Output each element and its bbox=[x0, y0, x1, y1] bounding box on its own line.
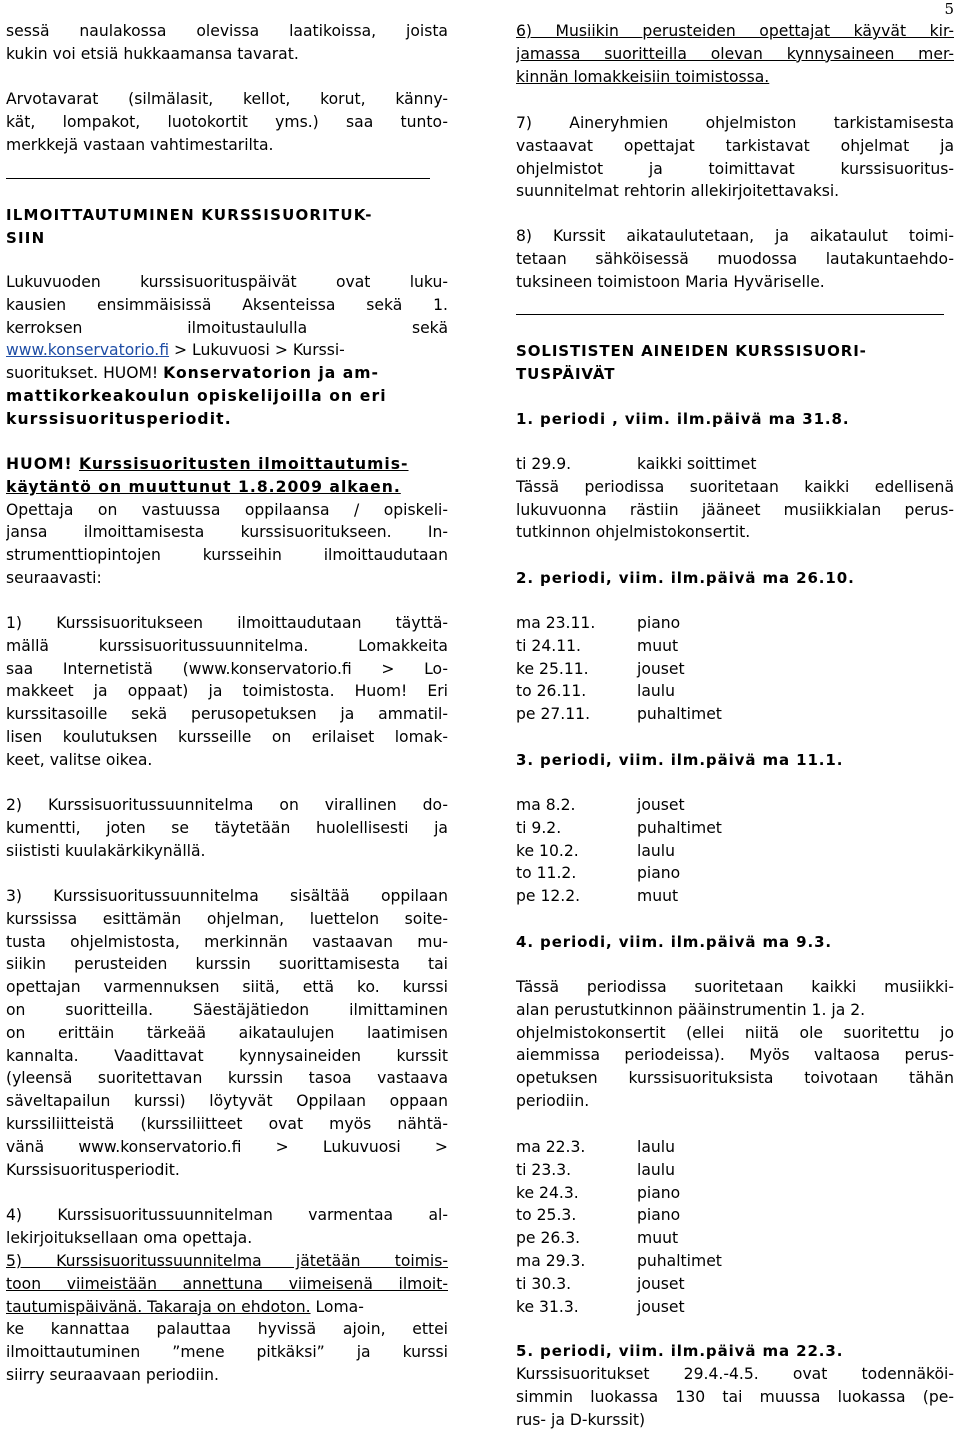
text-line: aiemmissa periodeissa). Myös valtaosa perus- bbox=[516, 1046, 954, 1065]
text-line: Kurssisuoritukset 29.4.-4.5. ovat todennäköi- bbox=[516, 1365, 954, 1383]
text-line: kannalta. Vaadittavat kynnysaineiden kurssit bbox=[6, 1046, 448, 1065]
text-line: rus- ja D-kurssit) bbox=[516, 1410, 646, 1429]
schedule-row: ke 10.2. laulu bbox=[516, 841, 675, 860]
heading-line: SOLISTISTEN AINEIDEN KURSSISUORI- bbox=[516, 342, 867, 360]
step-1 bbox=[6, 612, 448, 772]
schedule-row: to 26.11. laulu bbox=[516, 682, 675, 701]
schedule-row: ti 24.11. muut bbox=[516, 636, 679, 655]
schedule-row: ti 30.3. jouset bbox=[516, 1274, 685, 1293]
text-line: ohjelmistokonsertit (ellei niitä ole suoritettu jo bbox=[516, 1023, 954, 1042]
section-divider bbox=[6, 178, 430, 179]
text-line: tusta ohjelmistosta, merkinnän vastaavan mu- bbox=[6, 932, 448, 951]
text-line: 5) Kurssisuoritussuunnitelma jätetään toimis- bbox=[6, 1252, 448, 1270]
text-line: kurssiliitteistä (kurssiliitteet ovat myös nähtä- bbox=[6, 1114, 448, 1133]
period-5-text bbox=[516, 1363, 954, 1431]
period-4-text bbox=[516, 976, 954, 1113]
text-line: on suoritteilla. Säestäjätiedon ilmittaminen bbox=[6, 1000, 448, 1019]
text-line: lekirjoituksellaan oma opettaja. bbox=[6, 1228, 253, 1247]
text-line: Arvotavarat (silmälasit, kellot, korut, känny- bbox=[6, 90, 448, 108]
schedule-row: ke 31.3. jouset bbox=[516, 1297, 685, 1316]
text-line: jansa ilmoittamisesta kurssisuoritukseen. In- bbox=[6, 523, 448, 542]
text-line: kerroksen ilmoitustaululla sekä bbox=[6, 318, 448, 337]
text-line: siirry seuraavaan periodiin. bbox=[6, 1365, 220, 1384]
text-line: periodiin. bbox=[516, 1091, 590, 1110]
text-line: mattikorkeakoulun opiskelijoilla on eri bbox=[6, 386, 387, 405]
intro-paragraph bbox=[6, 20, 448, 66]
period-3-heading: 3. periodi, viim. ilm.päivä ma 11.1. bbox=[516, 751, 844, 769]
section-divider bbox=[516, 314, 944, 315]
text-line: saa Internetistä (www.konservatorio.fi > Lo- bbox=[6, 659, 448, 678]
schedule-row: ke 24.3. piano bbox=[516, 1183, 681, 1202]
step-3 bbox=[6, 885, 448, 1181]
text-line: vastaavat opettajat tarkistavat ohjelmat ja bbox=[516, 136, 954, 155]
period-1-block bbox=[516, 453, 954, 544]
text-line: 7) Aineryhmien ohjelmiston tarkistamisesta bbox=[516, 114, 954, 132]
text-line: Tässä periodissa suoritetaan kaikki musiikki- bbox=[516, 978, 954, 996]
text-line: siikin perusteiden kurssin suorittamisesta tai bbox=[6, 955, 448, 974]
text-line: kurssisuoritusperiodit. bbox=[6, 409, 232, 428]
schedule-row: pe 26.3. muut bbox=[516, 1229, 679, 1248]
step-4 bbox=[6, 1204, 448, 1250]
schedule-row: ti 23.3. laulu bbox=[516, 1160, 675, 1179]
step-8 bbox=[516, 225, 954, 293]
text-line: alan perustutkinnon pääinstrumentin 1. ja 2. bbox=[516, 1000, 866, 1019]
text-line: keet, valitse oikea. bbox=[6, 750, 153, 769]
registration-heading bbox=[6, 204, 448, 250]
period-2-heading: 2. periodi, viim. ilm.päivä ma 26.10. bbox=[516, 569, 855, 587]
text-line: tuksineen toimistoon Maria Hyväriselle. bbox=[516, 272, 825, 291]
registration-paragraph bbox=[6, 271, 448, 431]
schedule-row: to 11.2. piano bbox=[516, 864, 681, 883]
text-line: käytäntö on muuttunut 1.8.2009 alkaen. bbox=[6, 477, 401, 496]
text-line: suunnitelmat rehtorin allekirjoitettavaksi. bbox=[516, 182, 840, 201]
text-line: lisen koulutuksen kursseille on erilaiset lomak- bbox=[6, 727, 448, 746]
text-line: strumenttiopintojen kursseihin ilmoittaudutaan bbox=[6, 546, 448, 565]
text-line: opetuksen kurssisuorituksista toivotaan tähän bbox=[516, 1069, 954, 1088]
text-line: seuraavasti: bbox=[6, 568, 102, 587]
step-6 bbox=[516, 20, 954, 88]
text-line: kurssissa esittämän ohjelman, luettelon soite- bbox=[6, 909, 448, 928]
period-3-schedule bbox=[516, 794, 954, 908]
schedule-row: pe 12.2. muut bbox=[516, 887, 679, 906]
text-line: 8) Kurssit aikataulutetaan, ja aikataulut toimi- bbox=[516, 227, 954, 245]
text-line: 4) Kurssisuoritussuunnitelman varmentaa al- bbox=[6, 1206, 448, 1224]
text-line: jamassa suoritteilla olevan kynnysaineen mer- bbox=[516, 44, 954, 63]
text-line: tetaan sähköisessä muodossa lautakuntaehdo- bbox=[516, 249, 954, 268]
text-line: kät, lompakot, luotokortit yms.) saa tunto- bbox=[6, 112, 448, 131]
text-line: siististi kuulakärkikynällä. bbox=[6, 841, 206, 860]
text-line: Lukuvuoden kurssisuorituspäivät ovat luku- bbox=[6, 273, 448, 291]
schedule-row: to 25.3. piano bbox=[516, 1206, 681, 1225]
schedule-row: ma 23.11. piano bbox=[516, 614, 681, 632]
text-line: sessä naulakossa olevissa laatikoissa, joista bbox=[6, 22, 448, 40]
heading-line: SIIN bbox=[6, 228, 46, 247]
step-5 bbox=[6, 1250, 448, 1387]
period-4-heading: 4. periodi, viim. ilm.päivä ma 9.3. bbox=[516, 933, 833, 951]
notice-paragraph bbox=[6, 453, 448, 590]
text-line: 3) Kurssisuoritussuunnitelma sisältää oppilaan bbox=[6, 887, 448, 905]
text-line: merkkejä vastaan vahtimestarilta. bbox=[6, 135, 274, 154]
schedule-row: ti 29.9. kaikki soittimet bbox=[516, 455, 757, 473]
period-4-schedule bbox=[516, 1136, 954, 1318]
step-7 bbox=[516, 112, 954, 203]
heading-line: ILMOITTAUTUMINEN KURSSISUORITUK- bbox=[6, 206, 373, 224]
text-line: lukuvuonna rästiin jääneet musiikkialan perus- bbox=[516, 500, 954, 519]
schedule-row: ma 8.2. jouset bbox=[516, 796, 685, 814]
text-line: simmin luokassa 130 tai muussa luokassa (pe- bbox=[516, 1387, 954, 1406]
website-link[interactable]: www.konservatorio.fi bbox=[6, 341, 170, 360]
schedule-heading bbox=[516, 340, 954, 386]
text-line: on erittäin tärkeää aikataulujen laatimisen bbox=[6, 1023, 448, 1042]
text-line: mällä kurssisuoritussuunnitelma. Lomakkeita bbox=[6, 636, 448, 655]
text-line: tautumispäivänä. Takaraja on ehdoton. Loma- bbox=[6, 1297, 364, 1316]
text-line: vänä www.konservatorio.fi > Lukuvuosi > bbox=[6, 1137, 448, 1156]
heading-line: TUSPÄIVÄT bbox=[516, 364, 616, 383]
text-line: www.konservatorio.fi > Lukuvuosi > Kurssi- bbox=[6, 341, 345, 360]
text-line: opettajan varmennuksen siitä, että ko. kurssi bbox=[6, 978, 448, 997]
schedule-row: pe 27.11. puhaltimet bbox=[516, 705, 722, 724]
text-line: makkeet ja oppaat) ja toimistosta. Huom! Eri bbox=[6, 682, 448, 701]
text-line: HUOM! Kurssisuoritusten ilmoittautumis- bbox=[6, 455, 409, 473]
schedule-row: ma 29.3. puhaltimet bbox=[516, 1251, 722, 1270]
schedule-row: ma 22.3. laulu bbox=[516, 1138, 675, 1156]
text-line: suoritukset. HUOM! Konservatorion ja am- bbox=[6, 364, 379, 383]
text-line: ke kannattaa palauttaa hyvissä ajoin, ettei bbox=[6, 1320, 448, 1339]
text-line: kurssitasoille sekä perusopetuksen ja ammatil- bbox=[6, 705, 448, 724]
text-line: Opettaja on vastuussa oppilaansa / opiskeli- bbox=[6, 500, 448, 519]
text-line: ilmoittautuminen ”mene pitkäksi” ja kurssi bbox=[6, 1343, 448, 1362]
text-line: 2) Kurssisuoritussuunnitelma on virallinen do- bbox=[6, 796, 448, 814]
text-line: (yleensä suoritettavan kurssin tasoa vastaava bbox=[6, 1069, 448, 1088]
text-line: 6) Musiikin perusteiden opettajat käyvät kir- bbox=[516, 22, 954, 40]
text-line: kukin voi etsiä hukkaamansa tavarat. bbox=[6, 44, 299, 63]
text-line: Tässä periodissa suoritetaan kaikki edellisenä bbox=[516, 477, 954, 496]
page-number: 5 bbox=[944, 0, 954, 18]
text-line: kinnän lomakkeisiin toimistossa. bbox=[516, 67, 770, 86]
text-line: 1) Kurssisuoritukseen ilmoittaudutaan täyttä- bbox=[6, 614, 448, 632]
schedule-row: ke 25.11. jouset bbox=[516, 659, 685, 678]
period-1-heading: 1. periodi , viim. ilm.päivä ma 31.8. bbox=[516, 410, 850, 428]
schedule-row: ti 9.2. puhaltimet bbox=[516, 818, 722, 837]
period-5-heading: 5. periodi, viim. ilm.päivä ma 22.3. bbox=[516, 1342, 844, 1360]
text-line: säveltapailun kurssi) löytyvät Oppilaan oppaan bbox=[6, 1092, 448, 1111]
valuables-paragraph bbox=[6, 88, 448, 156]
text-line: kumentti, joten se täytetään huolellisesti ja bbox=[6, 818, 448, 837]
text-line: ohjelmistot ja toimittavat kurssisuoritus- bbox=[516, 159, 954, 178]
text-line: kausien ensimmäisissä Aksenteissa sekä 1. bbox=[6, 295, 448, 314]
text-line: toon viimeistään annettuna viimeisenä ilmoit- bbox=[6, 1274, 448, 1293]
step-2 bbox=[6, 794, 448, 862]
text-line: tutkinnon ohjelmistokonsertit. bbox=[516, 523, 751, 542]
text-line: Kurssisuoritusperiodit. bbox=[6, 1160, 180, 1179]
period-2-schedule bbox=[516, 612, 954, 726]
